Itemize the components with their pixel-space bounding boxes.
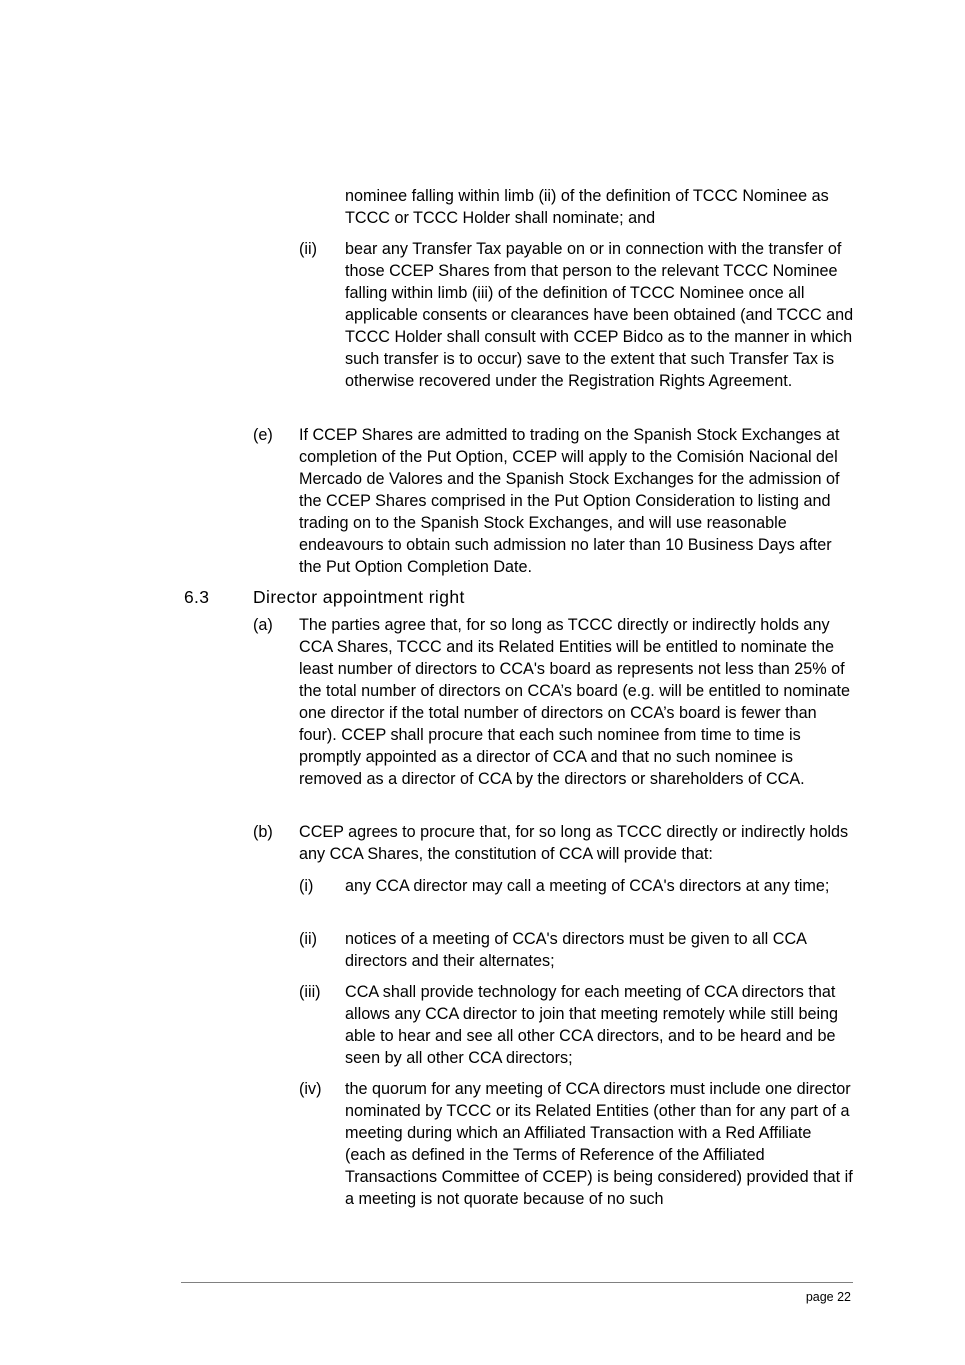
item-marker-d-ii: (ii) — [299, 240, 317, 258]
carryover-paragraph: nominee falling within limb (ii) of the definition of TCCC Nominee as TCCC or TCCC Holder shall nominate; and — [345, 187, 829, 227]
item-marker-e: (e) — [253, 426, 273, 444]
section-number: 6.3 — [184, 587, 210, 607]
item-text-d-ii: bear any Transfer Tax payable on or in connection with the transfer of those CCEP Shares from that person to the relevant TCCC Nominee falling within limb (iii) of the definition of TCCC Nominee once all applicable consents or clearances have been obtained (and TCCC and TCCC Holder shall consult with CCEP Bidco as to the manner in which such transfer is to occur) save to the extent that such Transfer Tax is otherwise recovered under the Registration Rights Agreement. — [345, 240, 854, 390]
item-text-b-ii: notices of a meeting of CCA's directors must be given to all CCA directors and their alternates; — [345, 930, 807, 970]
item-text-b-iv: the quorum for any meeting of CCA directors must include one director nominated by TCCC or its Related Entities (other than for any part of a meeting during which an Affiliated Transaction with a Red Affiliate (each as defined in the Terms of Reference of the Affiliated Transactions Committee of CCEP) is being considered) provided that if a meeting is not quorate because of no such — [345, 1080, 853, 1208]
section-title: Director appointment right — [253, 587, 465, 607]
footer-rule — [181, 1282, 853, 1283]
page-number: page 22 — [805, 1290, 851, 1304]
item-text-e: If CCEP Shares are admitted to trading on the Spanish Stock Exchanges at completion of the Put Option, CCEP will apply to the Comisión Nacional del Mercado de Valores and the Spanish Stock Exchanges for the admission of the CCEP Shares comprised in the Put Option Consideration to listing and trading on to the Spanish Stock Exchanges, and will use reasonable endeavours to obtain such admission no later than 10 Business Days after the Put Option Completion Date. — [299, 426, 840, 576]
item-marker-b-iv: (iv) — [299, 1080, 322, 1098]
item-text-b: CCEP agrees to procure that, for so long as TCCC directly or indirectly holds any CCA Shares, the constitution of CCA will provide that: — [299, 823, 849, 863]
item-marker-b: (b) — [253, 823, 273, 841]
item-marker-a: (a) — [253, 616, 273, 634]
item-marker-b-ii: (ii) — [299, 930, 317, 948]
item-marker-b-i: (i) — [299, 877, 314, 895]
item-text-b-i: any CCA director may call a meeting of CCA's directors at any time; — [345, 877, 830, 895]
item-text-a: The parties agree that, for so long as TCCC directly or indirectly holds any CCA Shares, TCCC and its Related Entities will be entitled to nominate the least number of directors to CCA's board as represents not less than 25% of the total number of directors on CCA’s board (e.g. will be entitled to nominate one director if the total number of directors on CCA’s board is fewer than four). CCEP shall procure that each such nominee from time to time is promptly appointed as a director of CCA and that no such nominee is removed as a director of CCA by the directors or shareholders of CCA. — [299, 616, 850, 788]
item-text-b-iii: CCA shall provide technology for each meeting of CCA directors that allows any CCA director to join that meeting remotely while still being able to hear and see all other CCA directors, and to be heard and be seen by all other CCA directors; — [345, 983, 839, 1067]
item-marker-b-iii: (iii) — [299, 983, 321, 1001]
